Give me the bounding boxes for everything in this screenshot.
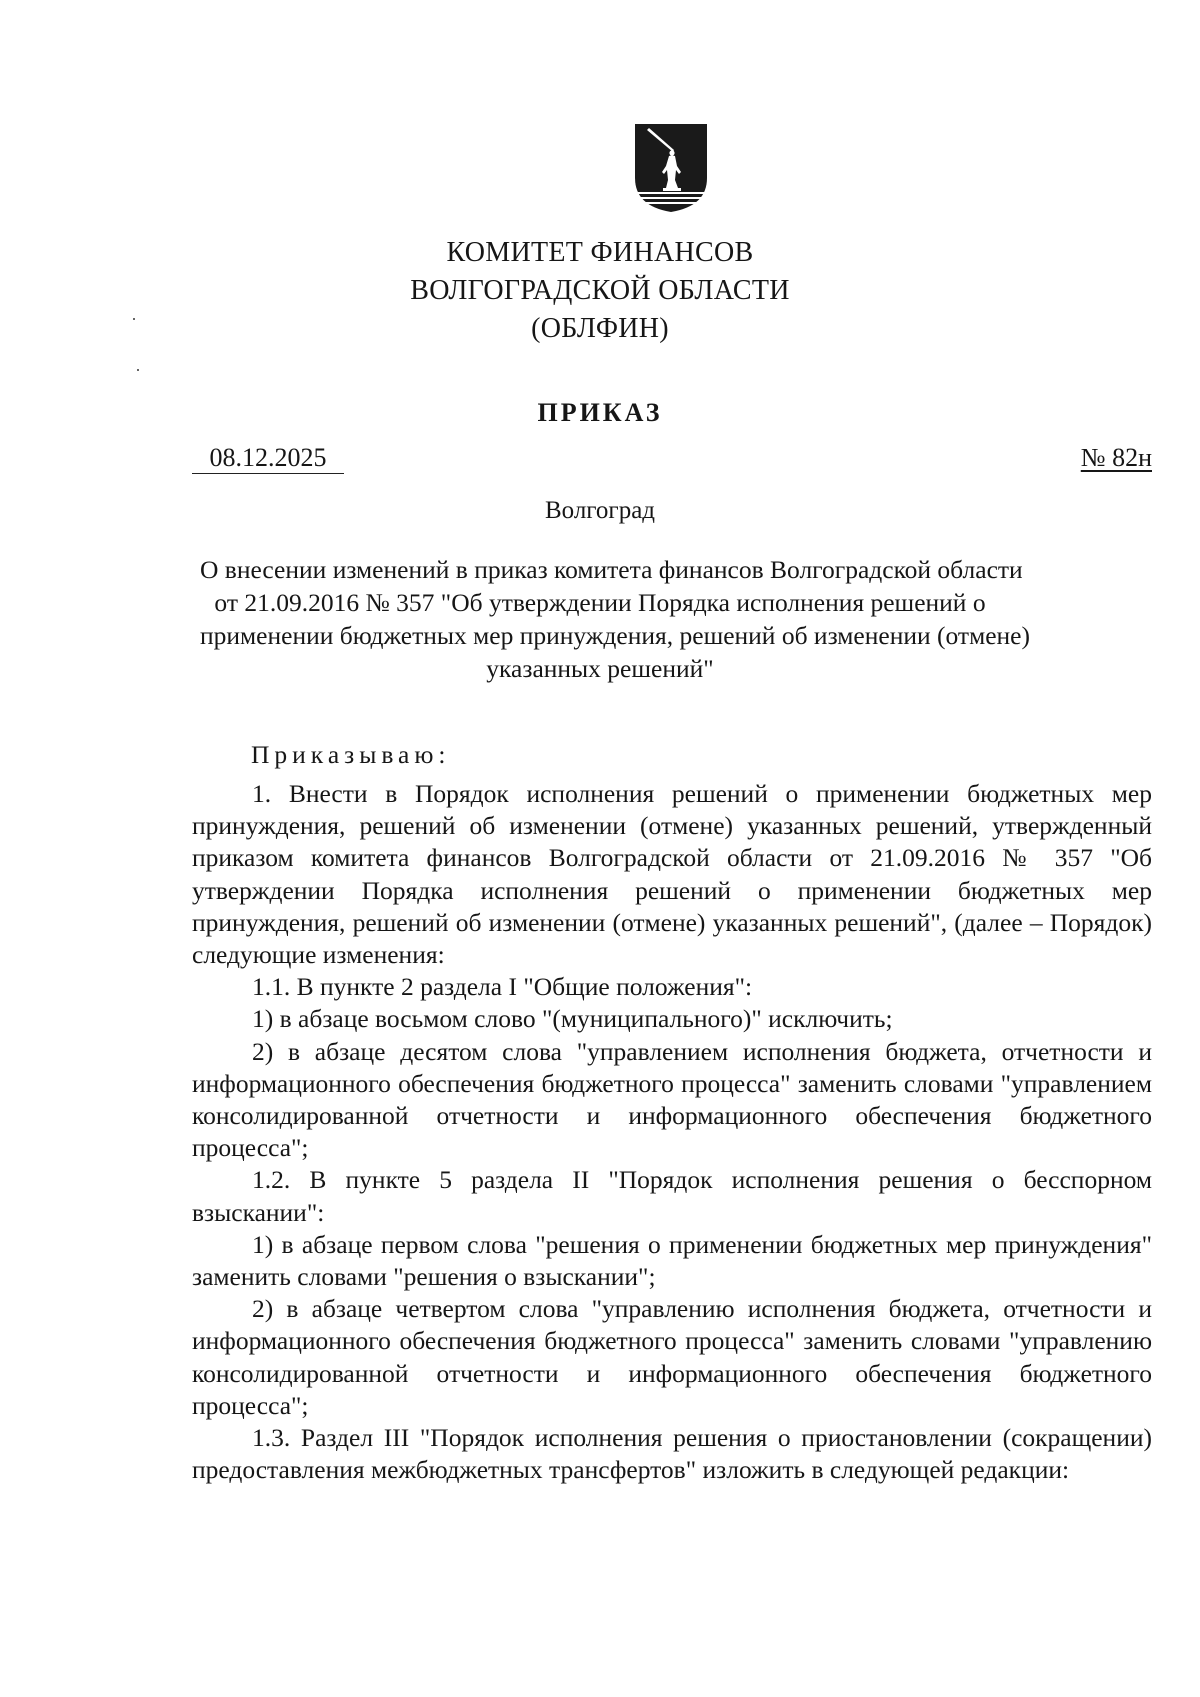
scan-speck <box>137 369 139 371</box>
org-name-line2: ВОЛГОГРАДСКОЙ ОБЛАСТИ <box>410 275 790 306</box>
body-paragraph: 1.3. Раздел III "Порядок исполнения решения о приостановлении (сокращении) предоставления межбюджетных трансфертов" изложить в следующей редакции: <box>192 1423 1152 1485</box>
order-number: № 82н <box>1080 443 1152 472</box>
document-title: ПРИКАЗ <box>537 398 663 427</box>
body-paragraph: 1) в абзаце первом слова "решения о применении бюджетных мер принуждения" заменить словами "решения о взыскании"; <box>192 1229 1152 1292</box>
body-paragraph: 2) в абзаце десятом слова "управлением исполнения бюджета, отчетности и информационного обеспечения бюджетного процесса" заменить словами "управлением консолидированной отчетности и информационного обеспечения бюджетного процесса"; <box>192 1036 1152 1163</box>
subject-line: О внесении изменений в приказ комитета финансов Волгоградской области <box>200 555 1023 584</box>
order-directive: Приказываю: <box>251 740 451 769</box>
org-name-line1: КОМИТЕТ ФИНАНСОВ <box>446 237 754 268</box>
order-subject <box>200 553 1030 685</box>
body-paragraph: 1.1. В пункте 2 раздела I "Общие положения": <box>252 972 753 1002</box>
body-paragraph: 2) в абзаце четвертом слова "управлению исполнения бюджета, отчетности и информационного обеспечения бюджетного процесса" заменить словами "управлению консолидированной отчетности и информационного обеспечения бюджетного процесса"; <box>192 1294 1152 1420</box>
scan-speck <box>133 318 135 320</box>
subject-line: применении бюджетных мер принуждения, решений об изменении (отмене) <box>200 621 1030 650</box>
body-paragraph: 1.2. В пункте 5 раздела II "Порядок исполнения решения о бесспорном взыскании": <box>192 1165 1152 1227</box>
body-paragraph: 1. Внести в Порядок исполнения решений о применении бюджетных мер принуждения, решений об изменении (отмене) указанных решений, утвержденный приказом комитета финансов Волгоградской области от 21.09.2016 № 357 "Об утверждении Порядка исполнения решений о применении бюджетных мер принуждения, решений об изменении (отмене) указанных решений", (далее – Порядок) следующие изменения: <box>192 779 1152 970</box>
order-city: Волгоград <box>544 497 656 524</box>
volgograd-emblem-icon <box>633 122 709 214</box>
body-paragraph: 1) в абзаце восьмом слово "(муниципального)" исключить; <box>252 1004 893 1034</box>
order-body <box>192 778 1152 1486</box>
subject-line: указанных решений" <box>486 654 714 683</box>
org-short-name: (ОБЛФИН) <box>531 313 669 344</box>
order-date: 08.12.2025 <box>192 443 344 474</box>
subject-line: от 21.09.2016 № 357 "Об утверждении Порядка исполнения решений о <box>214 588 986 617</box>
